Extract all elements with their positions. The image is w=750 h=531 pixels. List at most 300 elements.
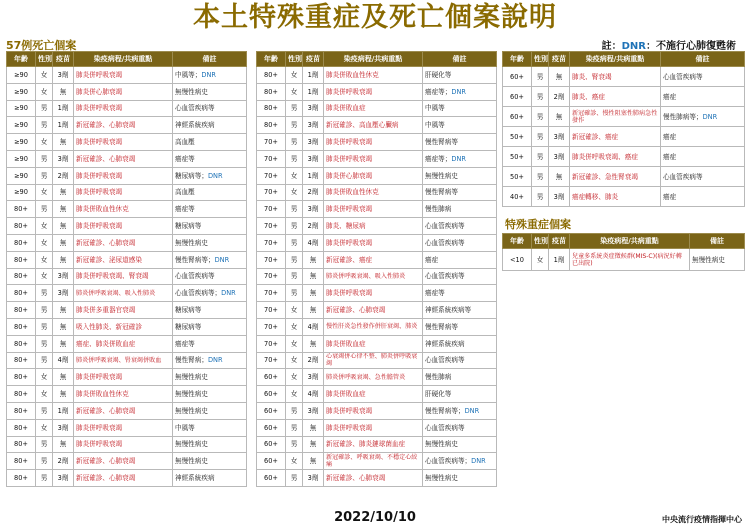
- disease-cell: 肺炎併敗血性休克: [74, 201, 173, 218]
- vaccine-cell: 2劑: [303, 184, 324, 201]
- table-row: [503, 87, 745, 107]
- table-row: [7, 285, 247, 302]
- column-header: 性別: [36, 52, 53, 67]
- table-row: [503, 167, 745, 187]
- age-cell: 80+: [7, 352, 36, 369]
- comorbidity-text: 心血管疾病等；: [425, 457, 472, 466]
- disease-cell: 癌症、肺炎併敗血症: [74, 335, 173, 352]
- disease-cell: 肺炎併呼吸衰竭: [324, 134, 423, 151]
- table-row: [503, 67, 745, 87]
- comorbidity-cell: [423, 184, 497, 201]
- comorbidity-cell: [423, 352, 497, 369]
- column-header: 疫苗: [549, 234, 570, 249]
- age-cell: <10: [503, 249, 532, 271]
- comorbidity-text: 高血壓: [175, 188, 195, 197]
- sex-cell: 男: [286, 100, 303, 117]
- severe-cases-table: [502, 233, 745, 271]
- disease-cell: 慢性肝炎急性發作併肝衰竭、肺炎: [324, 318, 423, 335]
- comorbidity-text: 心血管疾病等: [425, 222, 465, 231]
- vaccine-cell: 4劑: [53, 352, 74, 369]
- disease-cell: 肺炎併呼吸衰竭: [324, 402, 423, 419]
- table-row: [7, 218, 247, 235]
- sex-cell: 男: [286, 470, 303, 487]
- disease-cell: 新冠確診、肺炎鏈球菌血症: [324, 436, 423, 453]
- vaccine-cell: 3劑: [53, 285, 74, 302]
- comorbidity-text: 神經系統疾病: [175, 121, 215, 130]
- age-cell: 80+: [7, 386, 36, 403]
- comorbidity-text: 無慢性病史: [175, 440, 208, 449]
- comorbidity-cell: [173, 83, 247, 100]
- vaccine-cell: 1劑: [303, 67, 324, 84]
- table-row: [7, 150, 247, 167]
- comorbidity-cell: [173, 268, 247, 285]
- comorbidity-text: 癌症等: [175, 154, 195, 163]
- age-cell: 70+: [257, 218, 286, 235]
- sex-cell: 男: [286, 117, 303, 134]
- severe-section-title: 特殊重症個案: [505, 218, 571, 231]
- comorbidity-cell: [423, 386, 497, 403]
- comorbidity-text: 慢性腎病等；: [175, 255, 215, 264]
- age-cell: 70+: [257, 134, 286, 151]
- comorbidity-text: 高血壓: [175, 138, 195, 147]
- disease-cell: 新冠確診、心肺衰竭: [74, 470, 173, 487]
- age-cell: 70+: [257, 167, 286, 184]
- vaccine-cell: 1劑: [549, 249, 570, 271]
- age-cell: ≥90: [7, 134, 36, 151]
- table-row: [7, 67, 247, 84]
- comorbidity-text: 慢性肺病: [425, 205, 452, 214]
- comorbidity-text: 無慢性病史: [175, 390, 208, 399]
- age-cell: 80+: [257, 100, 286, 117]
- vaccine-cell: 無: [53, 218, 74, 235]
- table-row: [7, 100, 247, 117]
- comorbidity-cell: [423, 201, 497, 218]
- age-cell: 80+: [7, 201, 36, 218]
- table-row: [503, 249, 745, 271]
- comorbidity-cell: [173, 470, 247, 487]
- comorbidity-text: 無慢性病史: [175, 457, 208, 466]
- sex-cell: 女: [36, 386, 53, 403]
- vaccine-cell: 3劑: [53, 67, 74, 84]
- vaccine-cell: 無: [53, 335, 74, 352]
- disease-cell: 新冠確診、心肺衰竭: [74, 402, 173, 419]
- comorbidity-cell: [423, 318, 497, 335]
- comorbidity-text: 心血管疾病等: [425, 272, 465, 281]
- disease-cell: 肺炎併心肺衰竭: [324, 167, 423, 184]
- vaccine-cell: 無: [303, 302, 324, 319]
- vaccine-cell: 4劑: [303, 386, 324, 403]
- comorbidity-cell: [173, 436, 247, 453]
- disease-cell: 新冠確診、心肺衰竭: [74, 234, 173, 251]
- comorbidity-text: 神經系統疾病等: [425, 306, 472, 315]
- sex-cell: 男: [36, 453, 53, 470]
- comorbidity-cell: [173, 184, 247, 201]
- vaccine-cell: 3劑: [303, 369, 324, 386]
- vaccine-cell: 無: [303, 335, 324, 352]
- vaccine-cell: 4劑: [303, 234, 324, 251]
- disease-cell: 肺炎併呼吸衰竭: [74, 369, 173, 386]
- vaccine-cell: 無: [53, 251, 74, 268]
- comorbidity-cell: [173, 335, 247, 352]
- vaccine-cell: 2劑: [549, 87, 570, 107]
- age-cell: 80+: [7, 268, 36, 285]
- comorbidity-text: 慢性腎病；: [175, 356, 208, 365]
- table-row: [257, 234, 497, 251]
- age-cell: 70+: [257, 335, 286, 352]
- table-row: [503, 127, 745, 147]
- age-cell: 80+: [7, 285, 36, 302]
- disease-cell: 肺炎併呼吸衰竭、癌症: [570, 147, 661, 167]
- death-cases-table-1: [6, 51, 247, 487]
- age-cell: 60+: [257, 369, 286, 386]
- age-cell: ≥90: [7, 117, 36, 134]
- table-row: [7, 302, 247, 319]
- comorbidity-cell: [173, 234, 247, 251]
- age-cell: 80+: [7, 419, 36, 436]
- comorbidity-cell: [423, 436, 497, 453]
- table-row: [7, 251, 247, 268]
- comorbidity-cell: [423, 150, 497, 167]
- disease-cell: 肺炎、腎衰竭: [570, 67, 661, 87]
- age-cell: 80+: [7, 251, 36, 268]
- vaccine-cell: 1劑: [53, 117, 74, 134]
- comorbidity-cell: [423, 302, 497, 319]
- table-row: [257, 150, 497, 167]
- column-header: 染疫病程/共病重點: [570, 234, 690, 249]
- disease-cell: 肺炎併呼吸衰竭: [74, 419, 173, 436]
- comorbidity-text: 無慢性病史: [175, 238, 208, 247]
- comorbidity-text: 無慢性病史: [175, 87, 208, 96]
- vaccine-cell: 3劑: [549, 127, 570, 147]
- table-row: [7, 386, 247, 403]
- age-cell: 80+: [257, 83, 286, 100]
- comorbidity-text: 癌症等: [425, 289, 445, 298]
- comorbidity-text: 慢性肺病等；: [663, 112, 703, 121]
- comorbidity-text: 神經系統疾病: [175, 474, 215, 483]
- comorbidity-cell: [423, 251, 497, 268]
- disease-cell: 新冠確診、癌症: [324, 251, 423, 268]
- disease-cell: 新冠確診、心肺衰竭: [74, 117, 173, 134]
- sex-cell: 男: [36, 470, 53, 487]
- table-row: [257, 117, 497, 134]
- comorbidity-cell: [423, 67, 497, 84]
- vaccine-cell: 1劑: [53, 402, 74, 419]
- comorbidity-text: 癌症等；: [425, 154, 452, 163]
- table-row: [257, 335, 497, 352]
- disease-cell: 新冠確診、慢性阻塞性肺病急性發作: [570, 107, 661, 127]
- disease-cell: 心衰竭併心律不整、肺炎併呼吸衰竭: [324, 352, 423, 369]
- comorbidity-cell: [690, 249, 745, 271]
- age-cell: 80+: [7, 234, 36, 251]
- table-row: [257, 352, 497, 369]
- table-row: [7, 117, 247, 134]
- sex-cell: 男: [286, 251, 303, 268]
- sex-cell: 女: [36, 83, 53, 100]
- sex-cell: 男: [36, 100, 53, 117]
- disease-cell: 肺炎併呼吸衰竭、急性膽管炎: [324, 369, 423, 386]
- vaccine-cell: 無: [53, 134, 74, 151]
- sex-cell: 女: [286, 167, 303, 184]
- age-cell: 80+: [7, 402, 36, 419]
- vaccine-cell: 3劑: [303, 150, 324, 167]
- vaccine-cell: 3劑: [303, 470, 324, 487]
- column-header: 年齡: [257, 52, 286, 67]
- disease-cell: 肺炎併呼吸衰竭: [74, 218, 173, 235]
- age-cell: 80+: [7, 218, 36, 235]
- sex-cell: 女: [36, 134, 53, 151]
- comorbidity-text: 心血管疾病等；: [175, 289, 222, 298]
- table-row: [7, 134, 247, 151]
- age-cell: 80+: [7, 335, 36, 352]
- age-cell: 50+: [503, 127, 532, 147]
- table-row: [503, 147, 745, 167]
- comorbidity-text: 肝硬化等: [425, 390, 452, 399]
- table-row: [7, 201, 247, 218]
- note-prefix: 註：: [601, 41, 622, 52]
- table-row: [257, 453, 497, 470]
- table-row: [7, 369, 247, 386]
- comorbidity-cell: [423, 100, 497, 117]
- vaccine-cell: 4劑: [303, 318, 324, 335]
- column-header: 染疫病程/共病重點: [570, 52, 661, 67]
- disease-cell: 肺炎併呼吸衰竭: [74, 184, 173, 201]
- sex-cell: 女: [286, 318, 303, 335]
- vaccine-cell: 3劑: [303, 134, 324, 151]
- disease-cell: 肺炎併敗血症: [324, 335, 423, 352]
- comorbidity-cell: [173, 117, 247, 134]
- table-row: [7, 453, 247, 470]
- age-cell: 60+: [257, 419, 286, 436]
- table-row: [257, 167, 497, 184]
- column-header: 性別: [286, 52, 303, 67]
- disease-cell: 肺炎併呼吸衰竭: [324, 234, 423, 251]
- table-row: [7, 83, 247, 100]
- age-cell: ≥90: [7, 83, 36, 100]
- vaccine-cell: 3劑: [53, 150, 74, 167]
- sex-cell: 女: [36, 184, 53, 201]
- disease-cell: 新冠確診、心肺衰竭: [324, 470, 423, 487]
- sex-cell: 男: [286, 201, 303, 218]
- table-row: [257, 402, 497, 419]
- comorbidity-cell: [173, 453, 247, 470]
- sex-cell: 男: [532, 127, 549, 147]
- disease-cell: 吸入性肺炎、新冠確診: [74, 318, 173, 335]
- vaccine-cell: 2劑: [53, 167, 74, 184]
- vaccine-cell: 無: [53, 201, 74, 218]
- table-row: [7, 268, 247, 285]
- column-header: 年齡: [7, 52, 36, 67]
- vaccine-cell: 3劑: [303, 201, 324, 218]
- sex-cell: 男: [286, 234, 303, 251]
- age-cell: 80+: [7, 318, 36, 335]
- comorbidity-text: 中風等；: [175, 70, 202, 79]
- sex-cell: 男: [532, 87, 549, 107]
- disease-cell: 肺炎併呼吸衰竭: [74, 134, 173, 151]
- comorbidity-text: 心血管疾病等: [425, 238, 465, 247]
- disease-cell: 肺炎併敗血性休克: [324, 67, 423, 84]
- vaccine-cell: 3劑: [549, 147, 570, 167]
- age-cell: 70+: [257, 285, 286, 302]
- sex-cell: 女: [36, 234, 53, 251]
- sex-cell: 女: [286, 302, 303, 319]
- vaccine-cell: 3劑: [549, 187, 570, 207]
- sex-cell: 男: [532, 107, 549, 127]
- vaccine-cell: 3劑: [53, 470, 74, 487]
- sex-cell: 女: [286, 335, 303, 352]
- vaccine-cell: 無: [53, 386, 74, 403]
- comorbidity-cell: [423, 83, 497, 100]
- sex-cell: 女: [36, 251, 53, 268]
- dnr-tag: DNR: [207, 356, 223, 365]
- disease-cell: 癌症轉移、肺炎: [570, 187, 661, 207]
- dnr-note: [602, 37, 736, 52]
- comorbidity-text: 無慢性病史: [425, 474, 458, 483]
- table-row: [503, 187, 745, 207]
- column-header: 年齡: [503, 234, 532, 249]
- comorbidity-text: 心血管疾病等: [175, 272, 215, 281]
- sex-cell: 男: [36, 150, 53, 167]
- table-row: [7, 470, 247, 487]
- comorbidity-cell: [173, 318, 247, 335]
- comorbidity-text: 糖尿病等: [175, 306, 202, 315]
- age-cell: ≥90: [7, 150, 36, 167]
- age-cell: 60+: [257, 386, 286, 403]
- age-cell: 60+: [503, 87, 532, 107]
- table-row: [257, 268, 497, 285]
- table-row: [257, 386, 497, 403]
- dnr-tag: DNR: [451, 87, 466, 96]
- dnr-tag: DNR: [702, 112, 718, 121]
- sex-cell: 女: [36, 369, 53, 386]
- vaccine-cell: 無: [53, 318, 74, 335]
- sex-cell: 男: [532, 167, 549, 187]
- table-row: [7, 352, 247, 369]
- vaccine-cell: 無: [303, 251, 324, 268]
- sex-cell: 男: [532, 67, 549, 87]
- table-row: [257, 302, 497, 319]
- age-cell: 70+: [257, 302, 286, 319]
- age-cell: 70+: [257, 352, 286, 369]
- note-text: ：不施行心肺復甦術: [646, 41, 736, 52]
- sex-cell: 男: [36, 285, 53, 302]
- sex-cell: 女: [286, 453, 303, 470]
- sex-cell: 女: [532, 249, 549, 271]
- comorbidity-cell: [173, 150, 247, 167]
- disease-cell: 肺炎併呼吸衰竭、吸入性肺炎: [74, 285, 173, 302]
- age-cell: ≥90: [7, 67, 36, 84]
- comorbidity-text: 慢性腎病等: [425, 322, 458, 331]
- sex-cell: 男: [286, 402, 303, 419]
- age-cell: 80+: [257, 117, 286, 134]
- dnr-tag: DNR: [451, 154, 466, 163]
- comorbidity-cell: [423, 369, 497, 386]
- age-cell: 80+: [257, 67, 286, 84]
- table-row: [7, 234, 247, 251]
- table-row: [7, 335, 247, 352]
- vaccine-cell: 無: [303, 268, 324, 285]
- age-cell: 70+: [257, 184, 286, 201]
- column-header: 性別: [532, 234, 549, 249]
- table-header: [7, 52, 247, 67]
- sex-cell: 男: [36, 352, 53, 369]
- table-header: [257, 52, 497, 67]
- comorbidity-text: 慢性腎病等: [425, 138, 458, 147]
- comorbidity-cell: [423, 402, 497, 419]
- column-header: 備註: [661, 52, 745, 67]
- age-cell: 60+: [257, 436, 286, 453]
- column-header: 染疫病程/共病重點: [324, 52, 423, 67]
- age-cell: 60+: [503, 107, 532, 127]
- sex-cell: 男: [36, 302, 53, 319]
- comorbidity-cell: [173, 67, 247, 84]
- disease-cell: 新冠確診、急性腎衰竭: [570, 167, 661, 187]
- vaccine-cell: 無: [549, 167, 570, 187]
- comorbidity-text: 慢性肺病: [425, 373, 452, 382]
- table-header: [503, 52, 745, 67]
- vaccine-cell: 無: [53, 436, 74, 453]
- comorbidity-text: 慢性腎病等: [425, 188, 458, 197]
- vaccine-cell: 2劑: [303, 218, 324, 235]
- vaccine-cell: 無: [53, 184, 74, 201]
- comorbidity-text: 癌症: [663, 92, 677, 101]
- age-cell: 60+: [503, 67, 532, 87]
- comorbidity-cell: [423, 453, 497, 470]
- sex-cell: 男: [36, 436, 53, 453]
- comorbidity-cell: [661, 67, 745, 87]
- column-header: 疫苗: [53, 52, 74, 67]
- comorbidity-cell: [173, 251, 247, 268]
- vaccine-cell: 1劑: [303, 83, 324, 100]
- table-row: [257, 100, 497, 117]
- comorbidity-text: 癌症: [663, 192, 677, 201]
- column-header: 疫苗: [549, 52, 570, 67]
- table-row: [257, 436, 497, 453]
- vaccine-cell: 無: [53, 369, 74, 386]
- disease-cell: 肺炎併呼吸衰竭、吸入性肺炎: [324, 268, 423, 285]
- death-section-title: 57例死亡個案: [6, 39, 77, 52]
- comorbidity-cell: [661, 167, 745, 187]
- sex-cell: 男: [286, 419, 303, 436]
- comorbidity-cell: [423, 134, 497, 151]
- comorbidity-text: 癌症等: [175, 339, 195, 348]
- disease-cell: 新冠確診、心肺衰竭: [74, 150, 173, 167]
- disease-cell: 肺炎併呼吸衰竭、腎衰竭併敗血: [74, 352, 173, 369]
- vaccine-cell: 無: [303, 436, 324, 453]
- sex-cell: 男: [36, 201, 53, 218]
- table-row: [257, 285, 497, 302]
- dnr-tag: DNR: [464, 406, 480, 415]
- vaccine-cell: 無: [549, 67, 570, 87]
- death-cases-table-3: [502, 51, 745, 207]
- comorbidity-text: 無慢性病史: [692, 255, 725, 264]
- comorbidity-text: 心血管疾病等: [663, 172, 703, 181]
- sex-cell: 男: [286, 150, 303, 167]
- disease-cell: 新冠確診、心肺衰竭: [324, 302, 423, 319]
- vaccine-cell: 3劑: [303, 117, 324, 134]
- comorbidity-cell: [173, 100, 247, 117]
- disease-cell: 肺炎併呼吸衰竭: [74, 167, 173, 184]
- disease-cell: 肺炎併呼吸衰竭: [324, 285, 423, 302]
- vaccine-cell: 無: [303, 453, 324, 470]
- sex-cell: 男: [286, 134, 303, 151]
- comorbidity-cell: [173, 402, 247, 419]
- note-dnr: DNR: [621, 41, 646, 52]
- comorbidity-text: 癌症: [425, 255, 439, 264]
- sex-cell: 女: [286, 184, 303, 201]
- table-row: [257, 470, 497, 487]
- disease-cell: 新冠確診、泌尿道感染: [74, 251, 173, 268]
- vaccine-cell: 3劑: [53, 268, 74, 285]
